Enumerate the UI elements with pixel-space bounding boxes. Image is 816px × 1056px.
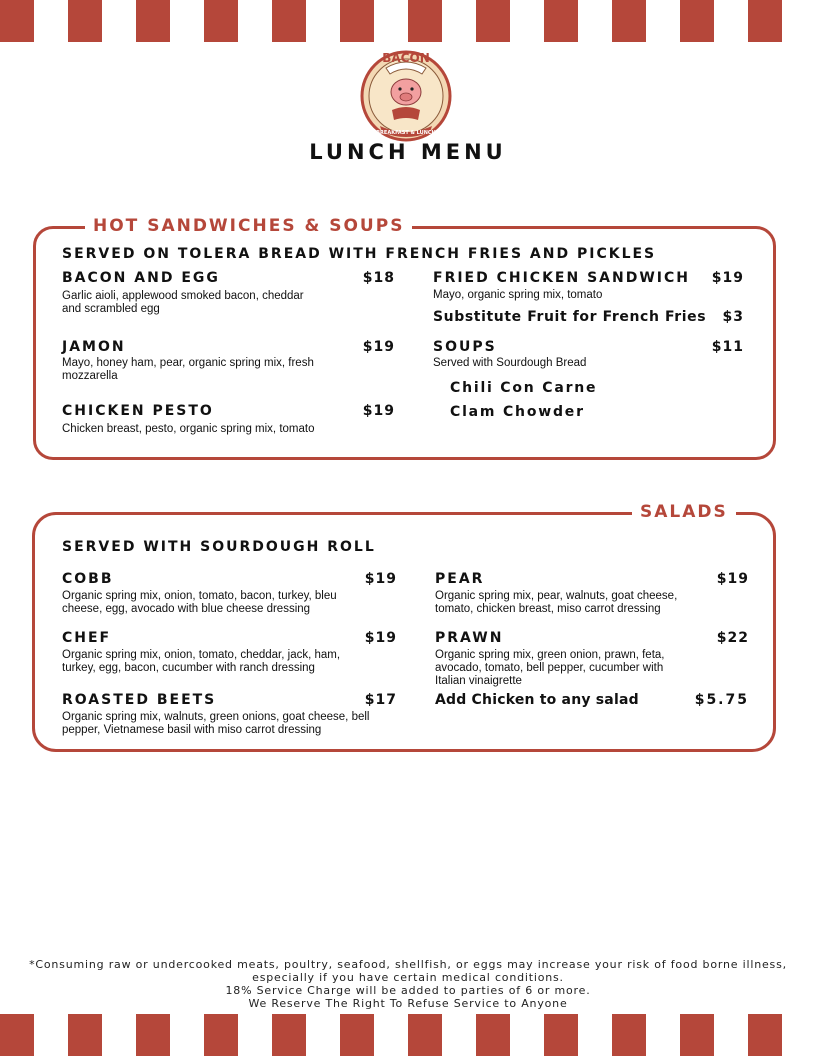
checker-cell [102,0,136,42]
checker-cell [442,0,476,42]
checker-cell [0,0,34,42]
checker-cell [544,1014,578,1056]
checker-cell [748,1014,782,1056]
add-chicken-label: Add Chicken to any salad [435,692,639,708]
salads-subheading: SERVED WITH SOURDOUGH ROLL [62,539,376,555]
item-chicken-pesto-name: CHICKEN PESTO [62,403,214,419]
checker-cell [340,1014,374,1056]
checker-cell [646,1014,680,1056]
checker-cell [68,1014,102,1056]
checker-cell [510,0,544,42]
item-chef-name: CHEF [62,630,112,646]
checker-cell [238,1014,272,1056]
footer-line-1: *Consuming raw or undercooked meats, poultry, seafood, shellfish, or eggs may increase your risk of food borne illness, [29,958,787,971]
logo-tagline-text: BREAKFAST & LUNCH [376,130,436,136]
item-jamon-desc: Mayo, honey ham, pear, organic spring mix, fresh mozzarella [62,357,314,382]
checker-cell [0,1014,34,1056]
checker-border-bottom [0,1014,816,1056]
item-fried-chicken-price: $19 [711,270,744,286]
checker-cell [782,1014,816,1056]
substitute-fruit-price: $3 [722,309,744,325]
item-cobb-name: COBB [62,571,114,587]
checker-cell [204,0,238,42]
checker-cell [204,1014,238,1056]
item-chef-price: $19 [364,630,397,646]
checker-cell [136,1014,170,1056]
item-chef-desc: Organic spring mix, onion, tomato, cheddar, jack, ham, turkey, egg, bacon, cucumber with ranch dressing [62,649,341,674]
checker-cell [476,0,510,42]
bacon-pig-logo [356,46,456,142]
footer-line-4: We Reserve The Right To Refuse Service to Anyone [248,997,568,1010]
checker-cell [374,1014,408,1056]
item-bacon-and-egg-name: BACON AND EGG [62,270,220,286]
checker-cell [578,0,612,42]
item-roasted-beets-name: ROASTED BEETS [62,692,217,708]
item-roasted-beets-desc: Organic spring mix, walnuts, green onions, goat cheese, bell pepper, Vietnamese basil with miso carrot dressing [62,711,370,736]
soup-option-clam-chowder: Clam Chowder [450,404,585,420]
checker-cell [272,0,306,42]
item-fried-chicken-desc: Mayo, organic spring mix, tomato [433,289,603,301]
checker-cell [136,0,170,42]
checker-cell [578,1014,612,1056]
item-prawn-desc: Organic spring mix, green onion, prawn, feta, avocado, tomato, bell pepper, cucumber with Italian vinaigrette [435,649,665,687]
checker-cell [612,0,646,42]
checker-cell [306,1014,340,1056]
checker-cell [612,1014,646,1056]
footer-line-2: especially if you have certain medical conditions. [252,971,564,984]
checker-border-top [0,0,816,42]
item-pear-name: PEAR [435,571,485,587]
item-cobb-price: $19 [364,571,397,587]
checker-cell [782,0,816,42]
checker-cell [340,0,374,42]
checker-cell [714,1014,748,1056]
add-chicken-price: $5.75 [694,692,749,708]
checker-cell [408,1014,442,1056]
page-title: LUNCH MENU [309,140,507,164]
checker-cell [68,0,102,42]
checker-cell [34,1014,68,1056]
checker-cell [34,0,68,42]
item-roasted-beets-price: $17 [364,692,397,708]
item-soups-name: SOUPS [433,339,497,355]
checker-cell [306,0,340,42]
checker-cell [544,0,578,42]
logo-brand-text: BACON [382,51,430,65]
checker-cell [510,1014,544,1056]
salads-section-heading: SALADS [632,502,736,522]
checker-cell [238,0,272,42]
item-chicken-pesto-price: $19 [362,403,395,419]
item-soups-price: $11 [711,339,744,355]
footer-line-3: 18% Service Charge will be added to parties of 6 or more. [225,984,591,997]
hot-subheading: SERVED ON TOLERA BREAD WITH FRENCH FRIES AND PICKLES [62,246,657,262]
item-fried-chicken-name: FRIED CHICKEN SANDWICH [433,270,690,286]
checker-cell [102,1014,136,1056]
checker-cell [442,1014,476,1056]
checker-cell [714,0,748,42]
checker-cell [476,1014,510,1056]
checker-cell [680,0,714,42]
checker-cell [680,1014,714,1056]
item-jamon-name: JAMON [62,339,126,355]
checker-cell [748,0,782,42]
checker-cell [408,0,442,42]
checker-cell [170,0,204,42]
soup-option-chili: Chili Con Carne [450,380,598,396]
hot-section-heading: HOT SANDWICHES & SOUPS [85,216,412,236]
item-soups-desc: Served with Sourdough Bread [433,357,587,369]
item-prawn-price: $22 [716,630,749,646]
checker-cell [374,0,408,42]
item-pear-price: $19 [716,571,749,587]
item-prawn-name: PRAWN [435,630,504,646]
item-chicken-pesto-desc: Chicken breast, pesto, organic spring mix, tomato [62,423,315,435]
substitute-fruit-label: Substitute Fruit for French Fries [433,309,707,325]
item-bacon-and-egg-price: $18 [362,270,395,286]
checker-cell [646,0,680,42]
item-cobb-desc: Organic spring mix, onion, tomato, bacon, turkey, bleu cheese, egg, avocado with blue cheese dressing [62,590,337,615]
item-bacon-and-egg-desc: Garlic aioli, applewood smoked bacon, cheddar and scrambled egg [62,290,304,315]
checker-cell [170,1014,204,1056]
item-jamon-price: $19 [362,339,395,355]
checker-cell [272,1014,306,1056]
footer-disclaimer [0,958,816,1010]
item-pear-desc: Organic spring mix, pear, walnuts, goat cheese, tomato, chicken breast, miso carrot dressing [435,590,678,615]
